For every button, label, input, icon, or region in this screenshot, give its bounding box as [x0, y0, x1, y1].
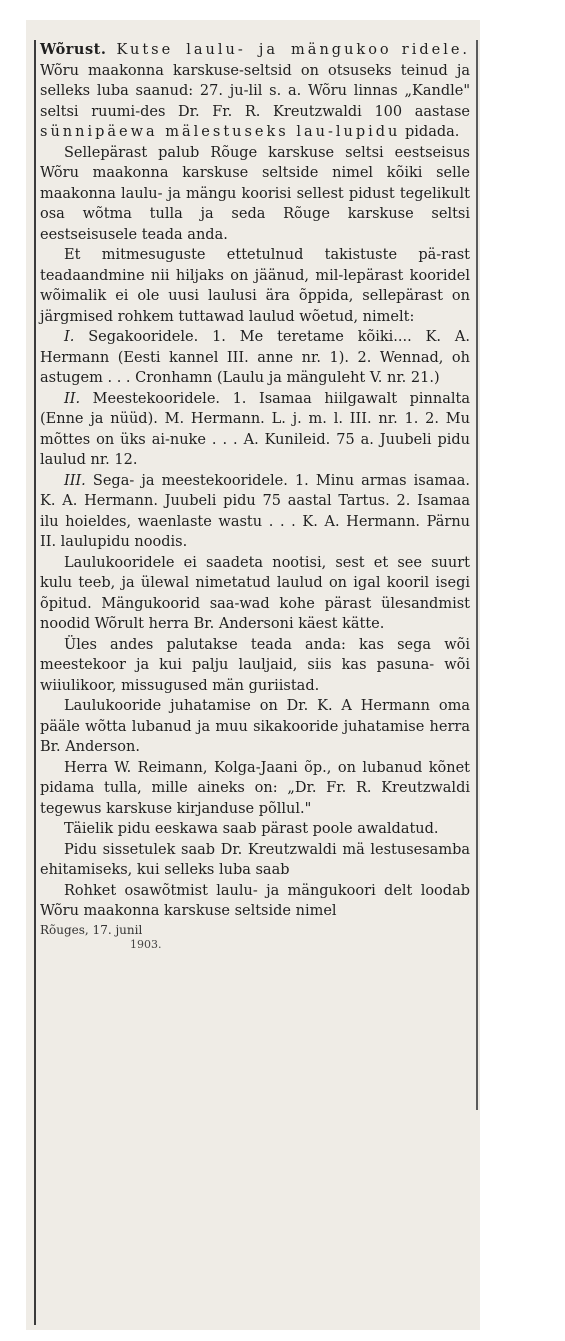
section-number: II.	[64, 390, 81, 407]
article-headline: Wõrust.	[40, 41, 107, 58]
section-mixed-and-male-choirs	[40, 471, 470, 553]
paragraph-invitation: Sellepärast palub Rõuge karskuse seltsi eestseisus Wõru maakonna karskuse seltside nimel kõiki selle maakonna laulu- ja mängu koorisi sellest pidust tegelikult osa wõtma tulla ja seda Rõuge karskuse seltsi eestseisusele teada anda.	[40, 144, 470, 243]
section-number: III.	[64, 472, 86, 489]
signature-place-date: Rõuges, 17. junil	[40, 922, 143, 937]
intro-text: Wõru maakonna karskuse-seltsid on otsuseks teinud ja selleks luba saanud: 27. ju-lil s. a. Wõru linnas „Kandle" seltsi ruumi-des Dr. Fr. R. Kreutzwaldi 100 aastase	[40, 62, 470, 120]
column-rule-left	[34, 40, 36, 1325]
column-rule-right	[476, 40, 478, 1110]
paragraph-proceeds: Pidu sissetulek saab Dr. Kreutzwaldi mä lestusesamba ehitamiseks, kui selleks luba saab	[40, 841, 470, 878]
article-body	[40, 40, 470, 952]
section-mixed-choirs	[40, 327, 470, 389]
section-number: I.	[64, 329, 75, 345]
announcement-title-b: ridele.	[401, 42, 471, 58]
paragraph-conductors: Laulukooride juhatamise on Dr. K. A Hermann oma pääle wõtta lubanud ja muu sikakooride juhatamise herra Br. Anderson.	[40, 698, 470, 755]
intro-spaced-text: sünnipäewa mälestuseks lau-lupidu	[40, 124, 401, 140]
section-male-choirs	[40, 389, 470, 471]
paragraph-program: Täielik pidu eeskawa saab pärast poole awaldatud.	[64, 821, 439, 837]
announcement-title-a: Kutse laulu- ja mängukoo	[116, 42, 392, 58]
section-text: Meestekooridele. 1. Isamaa hiilgawalt pinnalta (Enne ja nüüd). M. Hermann. L. j. m. l. III. nr. 1. 2. Mu mõttes on üks ai-nuke . . . A. Kunileid. 75 a. Juubeli pidu laulud nr. 12.	[40, 390, 470, 468]
section-text: Sega- ja meestekooridele. 1. Minu armas isamaa. K. A. Hermann. Juubeli pidu 75 aastal Tartus. 2. Isamaa ilu hoieldes, waenlaste wastu . . . K. A. Hermann. Pärnu II. laulupidu noodis.	[40, 472, 471, 550]
paragraph-registration: Üles andes palutakse teada anda: kas sega wõi meestekoor ja kui palju lauljaid, siis kas pasuna- wõi wiiulikoor, missugused män guriistad.	[40, 636, 470, 694]
article-intro	[40, 40, 470, 143]
paragraph-speech: Herra W. Reimann, Kolga-Jaani õp., on lubanud kõnet pidama tulla, mille aineks on: „Dr. Fr. R. Kreutzwaldi tegewus karskuse kirjanduse põllul."	[40, 759, 470, 817]
section-text: Segakooridele. 1. Me teretame kõiki.... K. A. Hermann (Eesti kannel III. anne nr. 1). 2. Wennad, oh astugem . . . Cronhamn (Laulu ja mänguleht V. nr. 21.)	[40, 329, 471, 386]
paragraph-songs-intro: Et mitmesuguste ettetulnud takistuste pä-rast teadaandmine nii hiljaks on jäänud, mil-lepärast kooridel wõimalik ei ole uusi laulusi ära õppida, sellepärast on järgmised rohkem tuttawad laulud wõetud, nimelt:	[40, 247, 470, 325]
signature-year: 1903.	[130, 937, 162, 951]
paragraph-closing: Rohket osawõtmist laulu- ja mängukoori delt loodab Wõru maakonna karskuse seltside nimel	[40, 882, 470, 919]
paragraph-sheet-music: Laulukooridele ei saadeta nootisi, sest et see suurt kulu teeb, ja ülewal nimetatud laulud on igal kooril isegi õpitud. Mängukoorid saa-wad kohe pärast ülesandmist noodid Wõrult herra Br. Andersoni käest kätte.	[40, 554, 470, 632]
intro-end: pidada.	[405, 124, 460, 140]
